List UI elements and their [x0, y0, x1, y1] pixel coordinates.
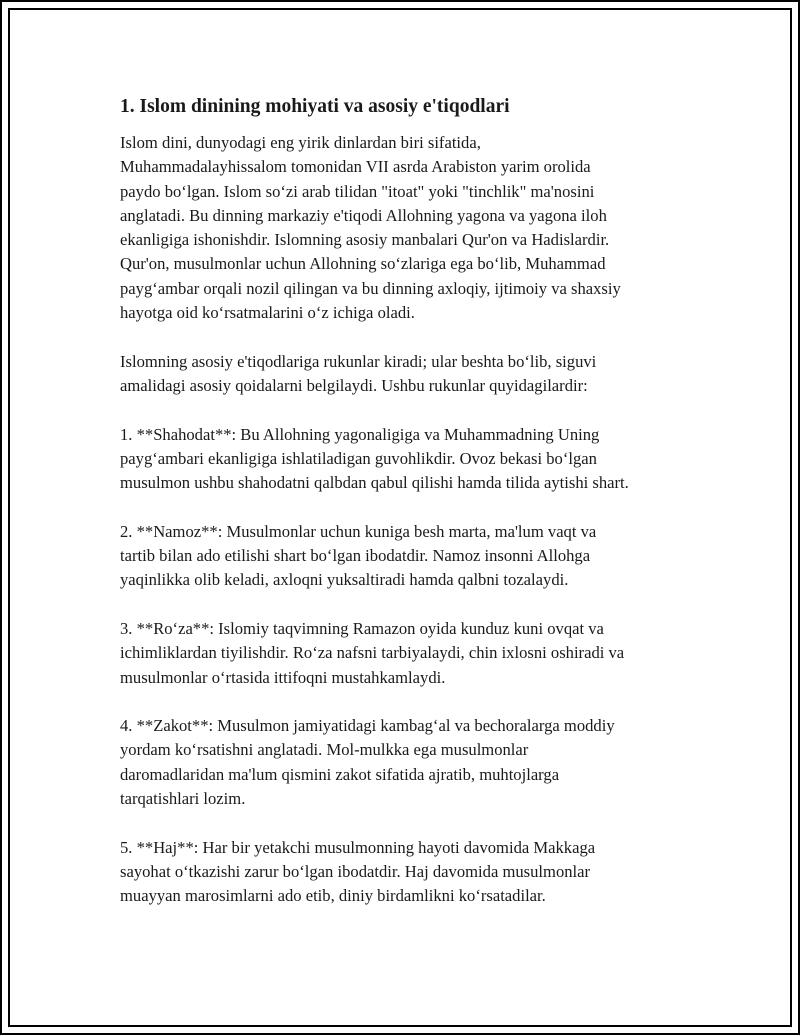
section-heading: 1. Islom dinining mohiyati va asosiy e'tiqodlari — [120, 96, 510, 117]
text-line: amalidagi asosiy qoidalarni belgilaydi. Ushbu rukunlar quyidagilardir: — [120, 375, 588, 395]
text-line: sayohat oʻtkazishi zarur boʻlgan ibodatdir. Haj davomida musulmonlar — [120, 861, 591, 881]
text-line: 1. **Shahodat**: Bu Allohning yagonaligiga va Muhammadning Uning — [120, 424, 600, 444]
text-line: paygʻambari ekanligiga ishlatiladigan guvohlikdir. Ovoz bekasi boʻlgan — [120, 448, 597, 468]
paragraph-intro — [120, 131, 700, 325]
paragraph-spacer — [120, 325, 700, 349]
paragraph-spacer — [120, 593, 700, 617]
paragraph-zakot — [120, 714, 700, 811]
text-line: yordam koʻrsatishni anglatadi. Mol-mulkka ega musulmonlar — [120, 740, 529, 760]
paragraph-spacer — [120, 398, 700, 422]
paragraph-roza — [120, 617, 700, 690]
text-line: anglatadi. Bu dinning markaziy e'tiqodi Allohning yagona va yagona iloh — [120, 205, 607, 225]
text-line: hayotga oid koʻrsatmalarini oʻz ichiga oladi. — [120, 303, 415, 323]
text-line: paydo boʻlgan. Islom soʻzi arab tilidan "itoat" yoki "tinchlik" ma'nosini — [120, 181, 595, 201]
paragraph-haj — [120, 836, 700, 909]
text-line: ichimliklardan tiyilishdir. Roʻza nafsni tarbiyalaydi, chin ixlosni oshiradi va — [120, 643, 625, 663]
text-line: 3. **Roʻza**: Islomiy taqvimning Ramazon oyida kunduz kuni ovqat va — [120, 618, 604, 638]
text-line: daromadlaridan ma'lum qismini zakot sifatida ajratib, muhtojlarga — [120, 764, 560, 784]
document-body — [120, 94, 700, 909]
text-line: Islomning asosiy e'tiqodlariga rukunlar kiradi; ular beshta boʻlib, siguvi — [120, 351, 597, 371]
text-line: ekanligiga ishonishdir. Islomning asosiy manbalari Qur'on va Hadislardir. — [120, 230, 610, 250]
paragraph-pillars-intro — [120, 350, 700, 399]
text-line: muayyan marosimlarni ado etib, diniy birdamlikni koʻrsatadilar. — [120, 886, 546, 906]
text-line: tarqatishlari lozim. — [120, 789, 246, 809]
text-line: paygʻambar orqali nozil qilingan va bu dinning axloqiy, ijtimoiy va shaxsiy — [120, 278, 621, 298]
text-line: 5. **Haj**: Har bir yetakchi musulmonning hayoti davomida Makkaga — [120, 837, 596, 857]
text-line: Qur'on, musulmonlar uchun Allohning soʻzlariga ega boʻlib, Muhammad — [120, 254, 606, 274]
paragraph-namoz — [120, 520, 700, 593]
text-line: tartib bilan ado etilishi shart boʻlgan ibodatdir. Namoz insonni Allohga — [120, 546, 591, 566]
paragraph-spacer — [120, 495, 700, 519]
paragraph-spacer — [120, 811, 700, 835]
text-line: yaqinlikka olib keladi, axloqni yuksaltiradi hamda qalbni tozalaydi. — [120, 570, 569, 590]
text-line: musulmon ushbu shahodatni qalbdan qabul qilishi hamda tilida aytishi shart. — [120, 473, 629, 493]
text-line: musulmonlar oʻrtasida ittifoqni mustahkamlaydi. — [120, 667, 446, 687]
text-line: 4. **Zakot**: Musulmon jamiyatidagi kambagʻal va bechoralarga moddiy — [120, 716, 615, 736]
paragraph-shahodat — [120, 423, 700, 496]
text-line: 2. **Namoz**: Musulmonlar uchun kuniga besh marta, ma'lum vaqt va — [120, 521, 597, 541]
paragraph-spacer — [120, 690, 700, 714]
text-line: Islom dini, dunyodagi eng yirik dinlardan biri sifatida, — [120, 133, 481, 152]
text-line: Muhammadalayhissalom tomonidan VII asrda Arabiston yarim orolida — [120, 157, 591, 177]
